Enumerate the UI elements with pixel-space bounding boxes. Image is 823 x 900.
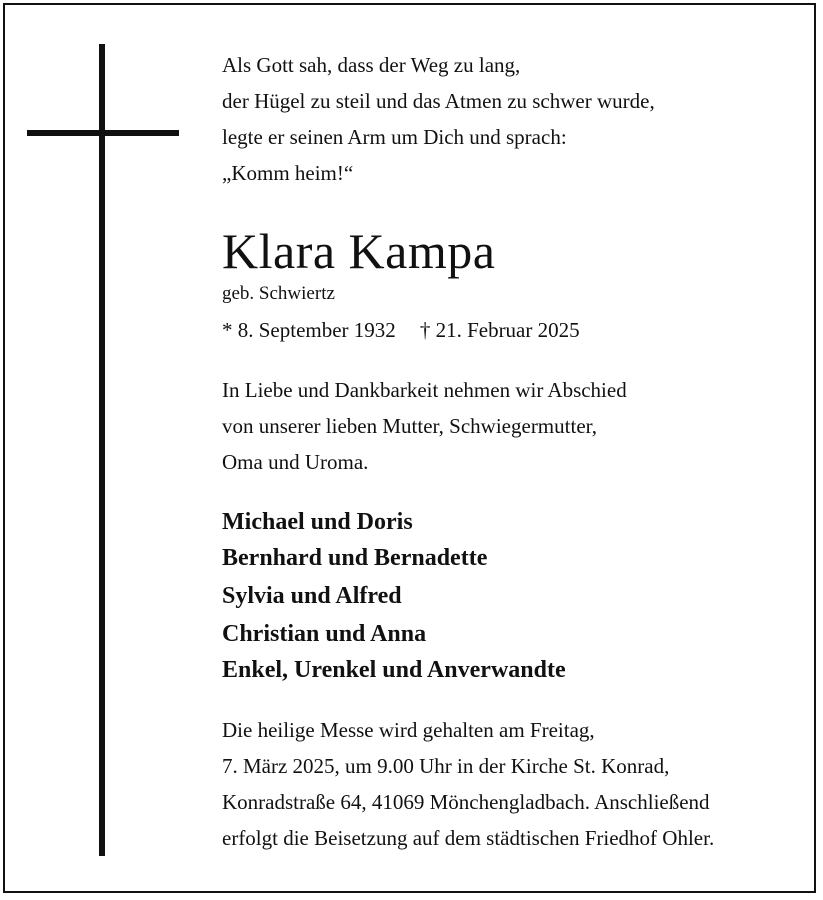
birth-date: * 8. September 1932 bbox=[222, 318, 396, 342]
poem-line: Als Gott sah, dass der Weg zu lang, bbox=[222, 53, 521, 77]
poem-line: der Hügel zu steil und das Atmen zu schwer wurde, bbox=[222, 89, 655, 113]
farewell-line: Oma und Uroma. bbox=[222, 450, 369, 474]
poem-line: legte er seinen Arm um Dich und sprach: bbox=[222, 125, 567, 149]
death-date: † 21. Februar 2025 bbox=[419, 318, 580, 342]
service-line: Die heilige Messe wird gehalten am Freitag, bbox=[222, 718, 595, 742]
farewell-line: In Liebe und Dankbarkeit nehmen wir Abschied bbox=[222, 378, 627, 402]
mourner: Sylvia und Alfred bbox=[222, 583, 402, 609]
mourner: Enkel, Urenkel und Anverwandte bbox=[222, 657, 566, 683]
deceased-name: Klara Kampa bbox=[222, 223, 496, 279]
service-line: Konradstraße 64, 41069 Mönchengladbach. Anschließend bbox=[222, 790, 710, 814]
cross-horizontal-beam bbox=[27, 130, 179, 136]
mourner: Michael und Doris bbox=[222, 509, 413, 535]
service-line: 7. März 2025, um 9.00 Uhr in der Kirche St. Konrad, bbox=[222, 754, 670, 778]
service-line: erfolgt die Beisetzung auf dem städtischen Friedhof Ohler. bbox=[222, 826, 715, 850]
poem-line: „Komm heim!“ bbox=[222, 161, 354, 185]
life-dates bbox=[222, 317, 580, 343]
cross-vertical-beam bbox=[99, 44, 105, 856]
maiden-name: geb. Schwiertz bbox=[222, 283, 335, 304]
mourner: Christian und Anna bbox=[222, 621, 427, 647]
farewell-line: von unserer lieben Mutter, Schwiegermutter, bbox=[222, 414, 598, 438]
mourner: Bernhard und Bernadette bbox=[222, 545, 488, 571]
